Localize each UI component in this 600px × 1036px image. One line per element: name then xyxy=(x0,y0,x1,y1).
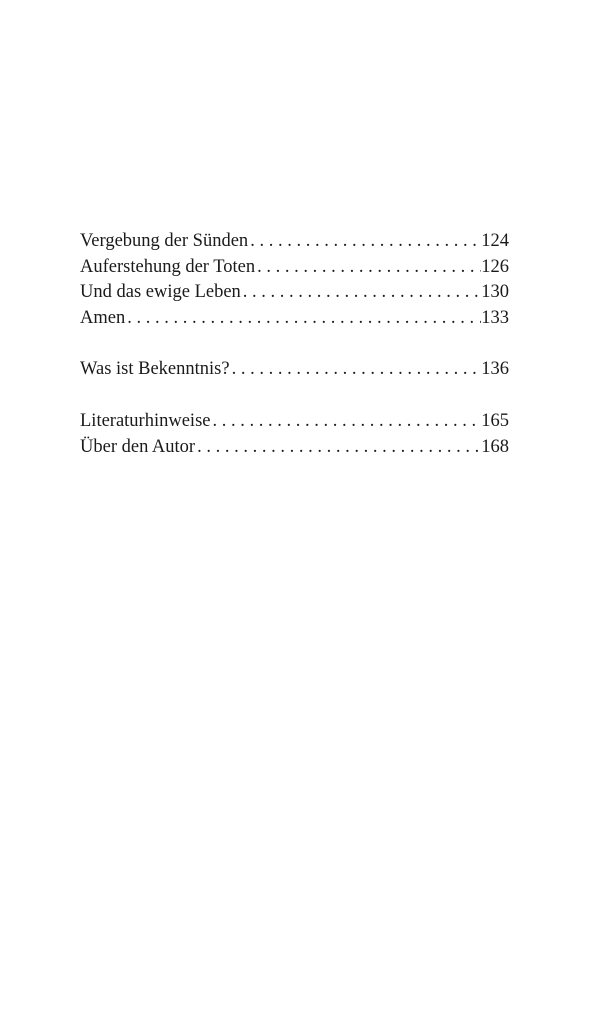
toc-entry-page: 133 xyxy=(481,307,509,328)
toc-entry xyxy=(80,357,509,383)
toc-entry-page: 165 xyxy=(481,410,509,431)
toc-group xyxy=(80,409,509,460)
toc-entry-title: Und das ewige Leben xyxy=(80,282,241,303)
toc-group xyxy=(80,357,509,383)
toc-entry-page: 136 xyxy=(481,359,509,380)
dot-leader xyxy=(125,306,481,332)
dot-leader xyxy=(230,357,482,383)
dot-leader xyxy=(248,229,481,255)
dot-leader xyxy=(210,409,481,435)
toc-entry-title: Was ist Bekenntnis? xyxy=(80,359,230,380)
dot-leader xyxy=(241,280,481,306)
toc-entry xyxy=(80,255,509,281)
toc-entry-title: Vergebung der Sünden xyxy=(80,231,249,251)
toc-entry xyxy=(80,280,509,306)
toc-entry-title: Auferstehung der Toten xyxy=(80,256,256,277)
toc-entry xyxy=(80,409,509,435)
toc-entry-title: Literaturhinweise xyxy=(80,410,211,431)
toc-entry-page: 130 xyxy=(481,282,509,303)
toc-entry xyxy=(80,229,509,255)
toc-entry xyxy=(80,435,509,461)
toc-entry-page: 124 xyxy=(481,231,509,251)
dot-leader xyxy=(255,255,481,281)
table-of-contents xyxy=(80,229,509,460)
toc-entry-page: 126 xyxy=(481,256,509,277)
dot-leader xyxy=(195,435,481,461)
toc-entry xyxy=(80,306,509,332)
toc-entry-title: Über den Autor xyxy=(80,436,196,457)
toc-entry-title: Amen xyxy=(80,307,126,328)
toc-group xyxy=(80,229,509,331)
toc-entry-page: 168 xyxy=(481,436,509,457)
